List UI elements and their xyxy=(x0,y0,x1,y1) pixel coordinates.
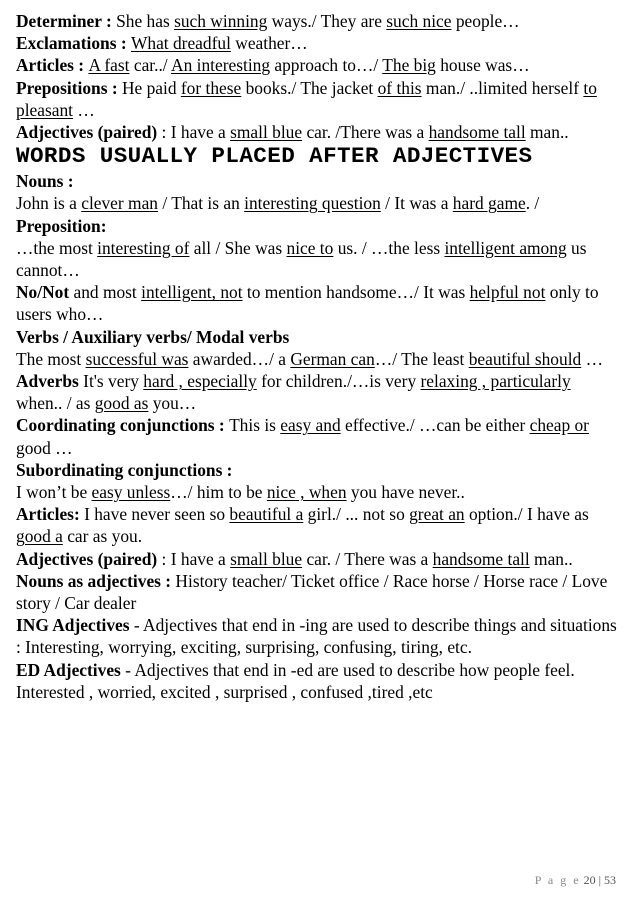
text-run: - Adjectives that end in -ed are used to describe how people feel. xyxy=(120,659,575,680)
text-run: car. /There was a xyxy=(302,122,429,143)
text-run: The most xyxy=(16,348,86,369)
text-run: WORDS USUALLY PLACED AFTER ADJECTIVES xyxy=(16,143,533,170)
text-run: girl./ ... not so xyxy=(303,504,410,525)
text-run: all / She was xyxy=(189,237,287,258)
text-run: man.. xyxy=(529,548,573,569)
text-run: : I have a xyxy=(157,548,231,569)
underlined-phrase: hard , especially xyxy=(143,371,257,392)
text-line xyxy=(16,370,620,414)
text-line xyxy=(16,54,620,76)
text-run: car../ xyxy=(129,55,172,76)
underlined-phrase: great an xyxy=(409,504,465,525)
text-line xyxy=(16,170,620,192)
text-run: … xyxy=(72,99,95,120)
page-label: P a g e xyxy=(534,873,581,887)
underlined-phrase: cheap or xyxy=(529,415,589,436)
bold-label: Exclamations : xyxy=(16,33,131,54)
text-line xyxy=(16,570,620,614)
bold-label: Preposition: xyxy=(16,215,107,236)
text-run: …/ him to be xyxy=(170,482,267,503)
text-run: books./ The jacket xyxy=(241,77,378,98)
text-line xyxy=(16,659,620,681)
text-run: man./ ..limited herself xyxy=(421,77,584,98)
underlined-phrase: What dreadful xyxy=(130,33,231,54)
text-run: She has xyxy=(116,11,175,31)
text-line xyxy=(16,77,620,121)
text-run: . / xyxy=(525,193,540,214)
text-run: and most xyxy=(69,282,142,303)
underlined-phrase: German can xyxy=(290,348,375,369)
underlined-phrase: good as xyxy=(94,393,149,414)
underlined-phrase: A fast xyxy=(88,55,130,76)
page-footer xyxy=(535,869,616,891)
underlined-phrase: An interesting xyxy=(171,55,271,76)
text-run: for children./…is very xyxy=(256,371,421,392)
bold-label: No/Not xyxy=(16,282,70,303)
text-line xyxy=(16,614,620,658)
text-run: weather… xyxy=(230,33,308,54)
document-body xyxy=(16,10,620,703)
text-run: … xyxy=(581,348,603,369)
bold-label: Adverbs xyxy=(16,371,79,392)
text-line xyxy=(16,414,620,458)
page-number: 20 | 53 xyxy=(583,873,616,887)
underlined-phrase: successful was xyxy=(85,348,189,369)
text-run: He paid xyxy=(121,77,181,98)
underlined-phrase: clever man xyxy=(81,193,158,214)
text-line xyxy=(16,10,620,32)
underlined-phrase: helpful not xyxy=(469,282,546,303)
underlined-phrase: intelligent among xyxy=(444,237,567,258)
text-run: people… xyxy=(451,11,520,31)
text-run: / It was a xyxy=(380,193,453,214)
underlined-phrase: small blue xyxy=(230,122,303,143)
text-run: awarded…/ a xyxy=(188,348,291,369)
bold-label: Nouns as adjectives : xyxy=(16,570,176,591)
underlined-phrase: nice , when xyxy=(266,482,347,503)
bold-label: ED Adjectives xyxy=(16,659,121,680)
bold-label: Adjectives (paired) xyxy=(16,548,158,569)
text-run: : I have a xyxy=(157,122,231,143)
bold-label: Subordinating conjunctions : xyxy=(16,459,233,480)
underlined-phrase: nice to xyxy=(286,237,334,258)
underlined-phrase: relaxing , particularly xyxy=(420,371,571,392)
text-line xyxy=(16,192,620,214)
text-line xyxy=(16,281,620,325)
underlined-phrase: small blue xyxy=(230,548,303,569)
text-run: History teacher/ Ticket office / Race horse / Horse race / Love story / Car dealer xyxy=(16,570,608,614)
text-run: - Adjectives that end in -ing are used to describe things and situations : Interesting, worrying, exciting, surprising, confusing, tiring, etc. xyxy=(16,615,617,658)
text-line xyxy=(16,459,620,481)
text-run: John is a xyxy=(16,193,82,214)
text-line xyxy=(16,681,620,703)
text-line xyxy=(16,548,620,570)
text-run: good … xyxy=(16,437,73,458)
text-run: only to users who… xyxy=(16,282,599,325)
text-run: us. / …the less xyxy=(333,237,445,258)
text-run: It's very xyxy=(78,371,144,392)
bold-label: Coordinating conjunctions : xyxy=(16,415,230,436)
text-run: you… xyxy=(148,393,197,414)
underlined-phrase: to pleasant xyxy=(16,77,597,120)
text-run: approach to…/ xyxy=(270,55,383,76)
text-run: option./ I have as xyxy=(464,504,589,525)
bold-label: Prepositions : xyxy=(16,77,122,98)
underlined-phrase: beautiful a xyxy=(229,504,304,525)
text-run: ways./ They are xyxy=(267,11,387,31)
text-run: effective./ …can be either xyxy=(340,415,530,436)
underlined-phrase: for these xyxy=(180,77,242,98)
text-line xyxy=(16,348,620,370)
text-run: I won’t be xyxy=(16,482,92,503)
text-run: us cannot… xyxy=(16,237,587,281)
underlined-phrase: of this xyxy=(377,77,422,98)
underlined-phrase: The big xyxy=(382,55,436,76)
text-line xyxy=(16,121,620,143)
text-run: car as you. xyxy=(62,526,143,547)
underlined-phrase: hard game xyxy=(452,193,526,214)
underlined-phrase: easy and xyxy=(280,415,341,436)
text-line xyxy=(16,481,620,503)
text-run: house was… xyxy=(435,55,530,76)
section-heading xyxy=(16,143,620,170)
text-run: man.. xyxy=(525,122,569,143)
text-run: / That is an xyxy=(157,193,245,214)
underlined-phrase: handsome tall xyxy=(432,548,530,569)
bold-label: Articles : xyxy=(16,55,89,76)
text-run: …/ The least xyxy=(374,348,469,369)
text-run: I have never seen so xyxy=(84,504,230,525)
text-line xyxy=(16,326,620,348)
underlined-phrase: interesting question xyxy=(244,193,381,214)
text-run: car. / There was a xyxy=(302,548,433,569)
underlined-phrase: easy unless xyxy=(91,482,171,503)
bold-label: Determiner : xyxy=(16,11,117,31)
underlined-phrase: such winning xyxy=(174,11,268,31)
bold-label: Verbs / Auxiliary verbs/ Modal verbs xyxy=(16,326,290,347)
text-run: Interested , worried, excited , surprised , confused ,tired ,etc xyxy=(16,681,433,702)
underlined-phrase: such nice xyxy=(386,11,452,31)
underlined-phrase: handsome tall xyxy=(428,122,526,143)
text-line xyxy=(16,503,620,547)
text-run: when.. / as xyxy=(16,393,95,414)
text-line xyxy=(16,237,620,281)
text-run: you have never.. xyxy=(346,482,465,503)
text-line xyxy=(16,32,620,54)
text-run: This is xyxy=(229,415,281,436)
bold-label: ING Adjectives xyxy=(16,615,130,636)
text-run: to mention handsome…/ It was xyxy=(242,282,470,303)
bold-label: Nouns : xyxy=(16,171,74,192)
underlined-phrase: good a xyxy=(16,526,63,547)
bold-label: Articles: xyxy=(16,504,85,525)
text-run: …the most xyxy=(16,237,98,258)
underlined-phrase: beautiful should xyxy=(468,348,582,369)
underlined-phrase: intelligent, not xyxy=(141,282,243,303)
underlined-phrase: interesting of xyxy=(97,237,190,258)
text-line xyxy=(16,215,620,237)
bold-label: Adjectives (paired) xyxy=(16,122,158,143)
